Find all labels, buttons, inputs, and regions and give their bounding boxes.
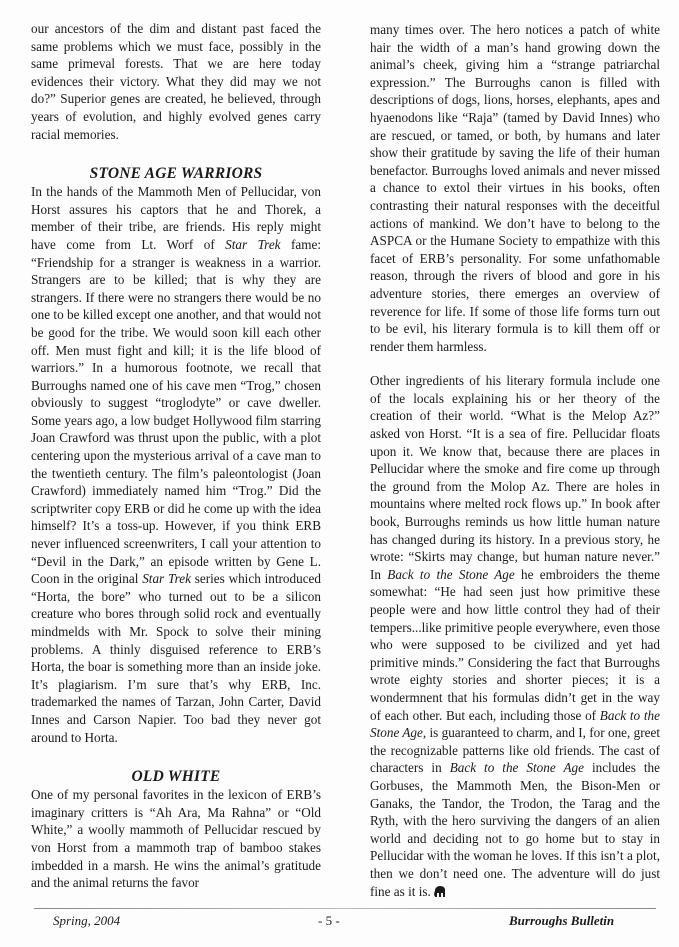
text-run: , is guaranteed to charm, and I, for one, greet the recognizable patterns like old friends. The cast of characters in: [370, 725, 660, 776]
right-column: [370, 21, 660, 900]
section-heading-stone-age-warriors: STONE AGE WARRIORS: [89, 165, 263, 183]
animals-paragraph: many times over. The hero notices a patch of white hair the width of a man’s hand growing down the animal’s cheek, giving him a “strange patriarchal expression.” The Burroughs canon is filled with descriptions of dogs, lions, horses, elephants, apes and hyaenodons like “Raja” (tamed by David Innes) who are rescued, or tamed, or both, by humans and later show their gratitude by saving the life of their human benefactor. Burroughs loved animals and never missed a chance to extol their virtues in his books, often contrasting their natural responses with the deceitful actions of mankind. We don’t have to belong to the ASPCA or the Humane Society to empathize with this facet of ERB’s personality. For some unfathomable reason, through the rivers of blood and gore in his adventure stories, there emerges an overview of reverence for life. If some of those life forms turn out to be evil, his literary formula is to kill them off or render them harmless.: [370, 22, 660, 354]
title-back-to-the-stone-age: Back to the Stone Age: [449, 760, 584, 776]
title-back-to-the-stone-age: Back to the Stone Age: [387, 566, 515, 582]
mammoth-icon: [434, 885, 446, 898]
section-heading-old-white: OLD WHITE: [131, 768, 221, 786]
text-run: he embroiders the theme somewhat: “He had seen just how primitive these people were and how little control they had of their tempers...like primitive people everywhere, even those who were supposed to be civilized and yet had primitive minds.” Considering the fact that Burroughs wrote eighty stories and shorter pieces; it is a wondermnent that his formulas didn’t get in the way of each other. But each, including those of: [370, 566, 660, 723]
footer-page-number: - 5 -: [318, 913, 340, 928]
literary-formula-paragraph: [370, 372, 660, 900]
title-back-to-the-stone-age: Back to the Stone Age: [370, 707, 660, 741]
text-run: fame: “Friendship for a stranger is weakness in a warrior. Strangers are to be killed; that is why they are strangers. If there were no strangers there would be no one to be killed except one another, and that would not be good for the tribe. We would soon kill each other off. Men must fight and kill; it is the life blood of warriors.” In a humorous footnote, we recall that Burroughs named one of his cave men “Trog,” chosen obviously to suggest “troglodyte” or cave dweller. Some years ago, a low budget Hollywood film starring Joan Crawford was thrust upon the public, with a plot centering upon the mysterious arrival of a cave man to the twentieth century. The film’s paleontologist (Joan Crawford) immediately named him “Trog.” Did the scriptwriter copy ERB or did he come up with the idea himself? It’s a toss-up. However, if you think ERB never influenced screenwriters, I call your attention to “Devil in the Dark,” an episode written by Gene L. Coon in the original: [31, 236, 321, 587]
footer-issue-date: Spring, 2004: [53, 913, 121, 928]
footer-rule: [34, 908, 656, 909]
stone-age-warriors-paragraph: [31, 183, 321, 746]
text-run: includes the Gorbuses, the Mammoth Men, the Bison-Men or Ganaks, the Tandor, the Trodon, the Tarag and the Ryth, with the hero surviving the dangers of an alien world and deciding not to go home but to stay in Pellucidar with the woman he loves. If this isn’t a plot, then we don’t need one. The adventure will do just fine as it is.: [370, 760, 660, 899]
text-run: series which introduced “Horta, the bore” who turned out to be a silicon creature who bores through solid rock and eventually mindmelds with Mr. Spock to solve their mining problems. A thinly disguised reference to ERB’s Horta, the boar is something more than an inside joke. It’s plagiarism. I’m sure that’s why ERB, Inc. trademarked the names of Tarzan, John Carter, David Innes and Carson Napier. Too bad they never got around to Horta.: [31, 571, 321, 745]
footer-publication-name: Burroughs Bulletin: [509, 913, 615, 928]
old-white-paragraph: One of my personal favorites in the lexicon of ERB’s imaginary critters is “Ah Ara, Ma Rahna” or “Old White,” a woolly mammoth of Pellucidar rescued by von Horst from a mammoth trap of bamboo stakes imbedded in a marsh. He wins the animal’s gratitude and the animal returns the favor: [31, 787, 321, 891]
title-star-trek: Star Trek: [142, 571, 191, 587]
intro-paragraph: our ancestors of the dim and distant past faced the same problems which we must face, possibly in the same primeval forests. That we are here today evidences their victory. What they did may we not do?” Superior genes are created, he believed, through years of evolution, and highly evolved genes carry racial memories.: [31, 21, 321, 142]
left-column: [31, 20, 321, 892]
text-run: Other ingredients of his literary formula include one of the locals explaining his or her theory of the creation of their world. “What is the Melop Az?” asked von Horst. “It is a sea of fire. Pellucidar floats upon it. We know that, because there are places in Pellucidar where the smoke and fire come up through the ground from the Molop Az. There are holes in mountains where melted rock flows up.” In book after book, Burroughs reminds us how little human nature has changed during its history. In a previous story, he wrote: “Skirts may change, but human nature never.” In: [370, 373, 660, 582]
text-run: In the hands of the Mammoth Men of Pellucidar, von Horst assures his captors that he and Thorek, a member of their tribe, are friends. His reply might have come from Lt. Worf of: [31, 184, 321, 252]
title-star-trek: Star Trek: [225, 236, 281, 252]
